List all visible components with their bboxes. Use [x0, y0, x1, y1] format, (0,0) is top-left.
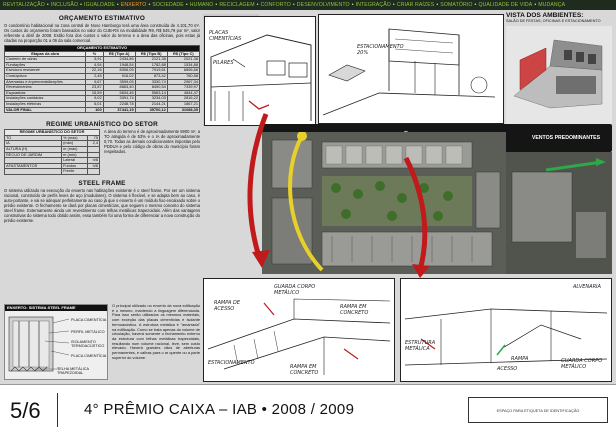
steel-title: STEEL FRAME: [78, 179, 126, 187]
orcamento-header-cell: R$ (Tipo B): [135, 51, 167, 57]
regime-cell: h/6: [87, 158, 99, 164]
identification-label-box: ESPAÇO PARA ETIQUETA DE IDENTIFICAÇÃO: [468, 397, 608, 423]
ribbon-keyword: INTEGRAÇÃO: [355, 2, 391, 8]
regime-cell: % (máx): [62, 135, 88, 141]
ribbon-separator: •: [292, 2, 295, 8]
orcamento-cell: 7339,97: [167, 85, 199, 91]
render-3d-image: [506, 26, 612, 124]
orcamento-cell: 873,42: [135, 73, 167, 79]
orcamento-total-cell: 35700,12: [135, 107, 167, 113]
orcamento-cell: 5563,14: [135, 90, 167, 96]
ribbon-separator: •: [392, 2, 395, 8]
ribbon-separator: •: [80, 2, 83, 8]
ribbon-separator: •: [215, 2, 218, 8]
diagram-label-2: PERFIL METÁLICO: [71, 330, 105, 334]
note-estacionamento-top: ESTACIONAMENTO 20%: [357, 44, 404, 56]
top-keyword-ribbon: [0, 0, 616, 10]
orcamento-cell: 9,67: [86, 79, 103, 85]
regime-cell: Lateral: [62, 158, 88, 164]
orcamento-total-cell: VALOR FINAL: [5, 107, 86, 113]
ribbon-separator: •: [148, 2, 151, 8]
render-3d: [506, 26, 612, 124]
orcamento-cell: 9,02: [86, 96, 103, 102]
sketch-perspective: [318, 14, 504, 124]
regime-cell: m (mín): [62, 152, 88, 158]
orcamento-total-cell: 100: [86, 107, 103, 113]
diagram-label-3: ISOLAMENTO TERMOACÚSTICO: [71, 340, 105, 349]
regime-cell: 75: [87, 135, 99, 141]
orcamento-cell: 8490,54: [135, 85, 167, 91]
ribbon-keyword: REVITALIZAÇÃO: [3, 2, 45, 8]
orcamento-cell: 1534,88: [167, 62, 199, 68]
orcamento-cell: 2967,34: [167, 79, 199, 85]
regime-table-title: REGIME URBANÍSTICO DO SETOR: [5, 130, 100, 136]
regime-cell: 2,4: [87, 141, 99, 147]
ribbon-keyword: SOMATÓRIO: [440, 2, 473, 8]
diagram-label-5: TELHA METÁLICA TRAPEZOIDAL: [57, 367, 89, 376]
regime-cell: Fundos: [62, 163, 88, 169]
note-alvenaria: ALVENARIA: [573, 284, 601, 290]
orcamento-cell: 2248,78: [103, 101, 135, 107]
ribbon-keyword: MUDANÇA: [538, 2, 566, 8]
note-guarda-corpo-2: GUARDA CORPO METÁLICO: [561, 358, 603, 370]
note-pilares: PILARES: [213, 60, 234, 66]
regime-cell: AFASTAMENTOS: [5, 163, 62, 169]
presentation-board: [0, 10, 616, 384]
orcamento-cell: 2144,21: [135, 101, 167, 107]
ribbon-keyword: HUMANO: [189, 2, 214, 8]
orcamento-cell: Alvenarias e impermeabilizações: [5, 79, 86, 85]
regime-paragraph: A área do terreno é de aproximadamente 5900 m², a TO atingida é de 53% e o IA de aproximadamente 0,70. Todas as demais condicionantes impostas pelo PDDUA e pelo código de obras do município foram respeitados.: [104, 129, 200, 155]
orcamento-cell: 2,45: [86, 73, 103, 79]
ribbon-keyword: IGUALDADE: [84, 2, 115, 8]
orcamento-cell: 4,94: [86, 62, 103, 68]
site-plan-east: [506, 152, 612, 274]
orcamento-paragraph: O condomínio habitacional na zona central de Novo Hamburgo terá uma área construída de 4.101,70 m². Os custos do orçamento foram baseados no valor do CUB-RS na modalidade R8, R$ 545,79 por m², valor referente a abril de 2008. Estão fora dos custos o valor do terreno e a área das oficinas, pois estas já citadas na proporção 01 a 06 da sala comercial.: [4, 23, 200, 43]
orcamento-cell: 916,02: [103, 73, 135, 79]
note-rampa-acesso: RAMPA DE ACESSO: [214, 300, 240, 312]
ribbon-keyword: CONFORTO: [260, 2, 291, 8]
ribbon-separator: •: [474, 2, 477, 8]
orcamento-cell: 15,59: [86, 90, 103, 96]
perspective-sketch: [319, 15, 504, 124]
site-plan: [262, 132, 506, 274]
orcamento-header-cell: R$ (Tipo A): [103, 51, 135, 57]
note-rampa-concreto-2: RAMPA EM CONCRETO: [340, 304, 369, 316]
note-estrutura-metalica: ESTRUTURA METÁLICA: [405, 340, 436, 352]
ribbon-separator: •: [116, 2, 119, 8]
regime-table: [4, 129, 100, 175]
ribbon-keyword: CRIAR RAÍZES: [396, 2, 435, 8]
orcamento-cell: Instalações elétricas: [5, 101, 86, 107]
orcamento-total-cell: 31088,35: [167, 107, 199, 113]
ribbon-keyword: QUALIDADE DE VIDA: [478, 2, 533, 8]
orcamento-header-cell: Etapas da obra: [5, 51, 86, 57]
ribbon-keyword: RECICLAGEM: [219, 2, 255, 8]
orcamento-cell: 22,16: [86, 68, 103, 74]
orcamento-cell: 3391,74: [103, 96, 135, 102]
regime-cell: TO: [5, 135, 62, 141]
orcamento-total-cell: 37441,19: [103, 107, 135, 113]
orcamento-header-cell: %: [86, 51, 103, 57]
orcamento-cell: 1867,21: [167, 101, 199, 107]
steel-side-paragraph: O principal utilizado no enxerto da nova edificação é o mesmo, mantendo a linguagem diferenciada. Para isso serão utilizados os mesmos materiais, com exceção das placas cimentícias e isolante termoacústico. A estrutura metálica é "amarrada" na edificação. Como se trata apenas do volume de circulação, haverá somente o fechamento externo da estrutura com telhas metálicas trapezoidais, resultando num volume racional, leve, sem custo elevado. Haverá grandes vãos de aberturas permanentes, e calhas para o ar quente ou a parte superior do volume.: [112, 303, 200, 360]
orcamento-cell: 5834,46: [103, 90, 135, 96]
ribbon-separator: •: [351, 2, 354, 8]
orcamento-cell: Canteiro de obras: [5, 57, 86, 63]
ribbon-keyword: ENXERTO: [120, 2, 147, 8]
steel-frame-diagram: [4, 304, 108, 380]
ribbon-keyword: DESENVOLVIMENTO: [296, 2, 350, 8]
note-guarda-corpo: GUARDA CORPO METÁLICO: [274, 284, 316, 296]
red-arrow-right: [400, 154, 440, 278]
regime-cell: [5, 169, 62, 175]
orcamento-cell: 4844,47: [167, 90, 199, 96]
orcamento-cell: 8863,40: [103, 85, 135, 91]
orcamento-cell: Esquadrias: [5, 90, 86, 96]
ribbon-separator: •: [46, 2, 49, 8]
orcamento-table: [4, 45, 200, 113]
sketch-access: [400, 278, 612, 382]
orcamento-cell: 6,01: [86, 101, 103, 107]
orcamento-cell: 2121,38: [135, 57, 167, 63]
vista-title: VISTA DOS AMBIENTES:: [506, 12, 584, 19]
orcamento-header-cell: R$ (Tipo C): [167, 51, 199, 57]
orcamento-cell: 2021,38: [167, 57, 199, 63]
note-rampa: RAMPA: [511, 356, 529, 362]
site-plan-east-drawing: [506, 152, 612, 274]
orcamento-total-row: [5, 107, 200, 113]
diagram-label-1: PLACA CIMENTÍCIA: [71, 318, 107, 322]
footer-divider: [57, 393, 58, 427]
vista-subtitle: SALÃO DE FESTAS, OFICINAS E ESTACIONAMENTO: [506, 19, 601, 23]
regime-cell: RECUO DE JARDIM: [5, 152, 62, 158]
ribbon-separator: •: [436, 2, 439, 8]
orcamento-cell: 3330,74: [135, 79, 167, 85]
orcamento-cell: Fundações: [5, 62, 86, 68]
orcamento-cell: 3599,05: [103, 79, 135, 85]
ventos-label: VENTOS PREDOMINANTES: [531, 135, 601, 141]
orcamento-cell: 1948,54: [103, 62, 135, 68]
regime-cell: IA: [5, 141, 62, 147]
regime-cell: (máx): [62, 141, 88, 147]
regime-row: [5, 169, 100, 175]
ribbon-keyword: SOCIEDADE: [152, 2, 184, 8]
orcamento-cell: 23,87: [86, 85, 103, 91]
ribbon-separator: •: [534, 2, 537, 8]
note-estacionamento-bottom: ESTACIONAMENTO: [208, 360, 255, 366]
regime-title: REGIME URBANÍSTICO DO SETOR: [46, 121, 158, 129]
ribbon-separator: •: [256, 2, 259, 8]
orcamento-cell: 2816,22: [167, 96, 199, 102]
steel-paragraph: O sistema utilizado na execução do enxerto nas habitações existente é o steel frame. Por ser um sistema racional, construído de perfis leves de aço (modulares). O sistema é flexível, e se adapta bem ao caso, é auto-portante, e vai se adequar perfeitamente ao caso já que o enxerto é um módulo fixo encaixado sobre o prédio existente. O fechamento se dará por placas cimentícias, que seguem o mesmo conceito do sistema steel frame. Externamente ainda um revestimento com telhas metálicas trapezoidais. Além das vantagens construtivas do sistema todo obtido assim, essa também foi uma forma de diferenciar a nova construção do prédio existente.: [4, 187, 200, 223]
orcamento-cell: Contrapisos: [5, 73, 86, 79]
red-arrow-left: [240, 110, 280, 270]
regime-cell: Frente: [62, 169, 88, 175]
steel-diagram-title: ENXERTO: SISTEMA STEEL FRAME: [5, 305, 107, 311]
regime-cell: m (máx): [62, 146, 88, 152]
regime-cell: ALTURA (H): [5, 146, 62, 152]
site-plan-drawing: [262, 132, 506, 274]
diagram-label-4: PLACA CIMENTÍCIA: [71, 354, 107, 358]
ribbon-separator: •: [185, 2, 188, 8]
orcamento-cell: Estrutura resistente: [5, 68, 86, 74]
orcamento-table-title: ORÇAMENTO ESTIMATIVO: [5, 46, 200, 52]
note-placas: PLACAS CIMENTÍCIAS: [209, 30, 242, 42]
orcamento-cell: 8306,05: [103, 68, 135, 74]
sketch-ramp: [203, 278, 395, 382]
orcamento-cell: Instalações sanitárias: [5, 96, 86, 102]
ribbon-keyword: INCLUSÃO: [50, 2, 79, 8]
note-acesso: ACESSO: [497, 366, 518, 372]
footer: [0, 384, 616, 434]
orcamento-cell: Revestimentos: [5, 85, 86, 91]
text-column: [4, 14, 200, 380]
orcamento-title: ORÇAMENTO ESTIMATIVO: [58, 15, 146, 22]
orcamento-cell: 760,58: [167, 73, 199, 79]
note-rampa-concreto-1: RAMPA EM CONCRETO: [290, 364, 319, 376]
orcamento-cell: 1782,88: [135, 62, 167, 68]
event-title: 4° PRÊMIO CAIXA – IAB • 2008 / 2009: [84, 401, 355, 418]
regime-cell: h/6: [87, 163, 99, 169]
orcamento-cell: 6896,66: [167, 68, 199, 74]
page-number: 5/6: [10, 398, 41, 423]
orcamento-cell: 7919,61: [135, 68, 167, 74]
orcamento-cell: 3234,03: [135, 96, 167, 102]
orcamento-cell: 5,91: [86, 57, 103, 63]
regime-cell: [87, 169, 99, 175]
orcamento-cell: 2434,86: [103, 57, 135, 63]
regime-section: [4, 129, 200, 175]
